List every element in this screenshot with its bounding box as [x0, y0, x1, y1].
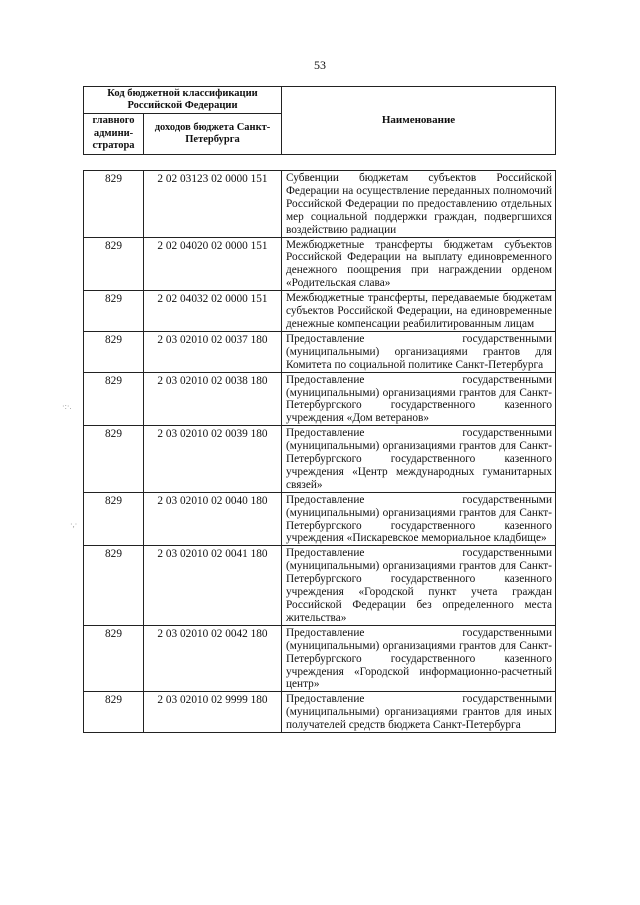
income-code-cell: 2 02 03123 02 0000 151 — [144, 171, 282, 238]
income-code-cell: 2 03 02010 02 0037 180 — [144, 331, 282, 372]
admin-code-cell: 829 — [84, 291, 144, 332]
margin-mark: ·:·. — [62, 402, 72, 411]
income-code-cell: 2 02 04020 02 0000 151 — [144, 237, 282, 291]
table-row — [84, 291, 556, 332]
admin-code-cell: 829 — [84, 237, 144, 291]
table-row — [84, 492, 556, 546]
name-cell: Предоставление государственными (муниципальными) организациями грантов для Санкт-Петербургского государственного казенного учреждения «Городской пункт учета граждан Российской Федерации без определенного места жительства» — [282, 546, 556, 625]
table-header — [83, 86, 556, 155]
name-cell: Предоставление государственными (муниципальными) организациями грантов для Санкт-Петербургского государственного казенного учреждения «Центр международных гуманитарных связей» — [282, 426, 556, 493]
income-code-cell: 2 03 02010 02 0040 180 — [144, 492, 282, 546]
admin-code-cell: 829 — [84, 492, 144, 546]
income-code-cell: 2 03 02010 02 0039 180 — [144, 426, 282, 493]
admin-code-cell: 829 — [84, 171, 144, 238]
page-number: 53 — [314, 58, 326, 72]
name-cell: Предоставление государственными (муниципальными) организациями грантов для Санкт-Петербургского государственного казенного учреждения «Дом ветеранов» — [282, 372, 556, 426]
table-row — [84, 692, 556, 733]
table-row — [84, 546, 556, 625]
admin-code-cell: 829 — [84, 625, 144, 692]
name-cell: Предоставление государственными (муниципальными) организациями грантов для Комитета по социальной политике Санкт-Петербурга — [282, 331, 556, 372]
admin-code-cell: 829 — [84, 426, 144, 493]
name-cell: Межбюджетные трансферты, передаваемые бюджетам субъектов Российской Федерации, на единовременные денежные компенсации реабилитированным лицам — [282, 291, 556, 332]
table-row — [84, 171, 556, 238]
table-row — [84, 237, 556, 291]
name-cell: Субвенции бюджетам субъектов Российской Федерации на осуществление переданных полномочий Российской Федерации по предоставлению отдельных мер социальной поддержки граждан, подвергшихся воздействию радиации — [282, 171, 556, 238]
header-name-column: Наименование — [282, 87, 556, 155]
margin-mark: ·,· — [70, 520, 78, 529]
admin-code-cell: 829 — [84, 692, 144, 733]
name-cell: Предоставление государственными (муниципальными) организациями грантов для Санкт-Петербургского государственного казенного учреждения «Городской информационно-расчетный центр» — [282, 625, 556, 692]
name-cell: Предоставление государственными (муниципальными) организациями грантов для иных получателей средств бюджета Санкт-Петербурга — [282, 692, 556, 733]
table-row — [84, 372, 556, 426]
classification-table — [83, 170, 556, 733]
admin-code-cell: 829 — [84, 372, 144, 426]
table-row — [84, 331, 556, 372]
admin-code-cell: 829 — [84, 546, 144, 625]
income-code-cell: 2 03 02010 02 0042 180 — [144, 625, 282, 692]
header-admin-column: главного админи-стратора — [84, 114, 144, 155]
table-row — [84, 426, 556, 493]
name-cell: Межбюджетные трансферты бюджетам субъектов Российской Федерации на выплату единовременного денежного поощрения при награждении орденом «Родительская слава» — [282, 237, 556, 291]
income-code-cell: 2 02 04032 02 0000 151 — [144, 291, 282, 332]
income-code-cell: 2 03 02010 02 0041 180 — [144, 546, 282, 625]
income-code-cell: 2 03 02010 02 0038 180 — [144, 372, 282, 426]
header-group-title: Код бюджетной классификации Российской Федерации — [84, 87, 282, 114]
income-code-cell: 2 03 02010 02 9999 180 — [144, 692, 282, 733]
header-income-column: доходов бюджета Санкт-Петербурга — [144, 114, 282, 155]
table-row — [84, 625, 556, 692]
admin-code-cell: 829 — [84, 331, 144, 372]
name-cell: Предоставление государственными (муниципальными) организациями грантов для Санкт-Петербургского государственного казенного учреждения «Пискаревское мемориальное кладбище» — [282, 492, 556, 546]
